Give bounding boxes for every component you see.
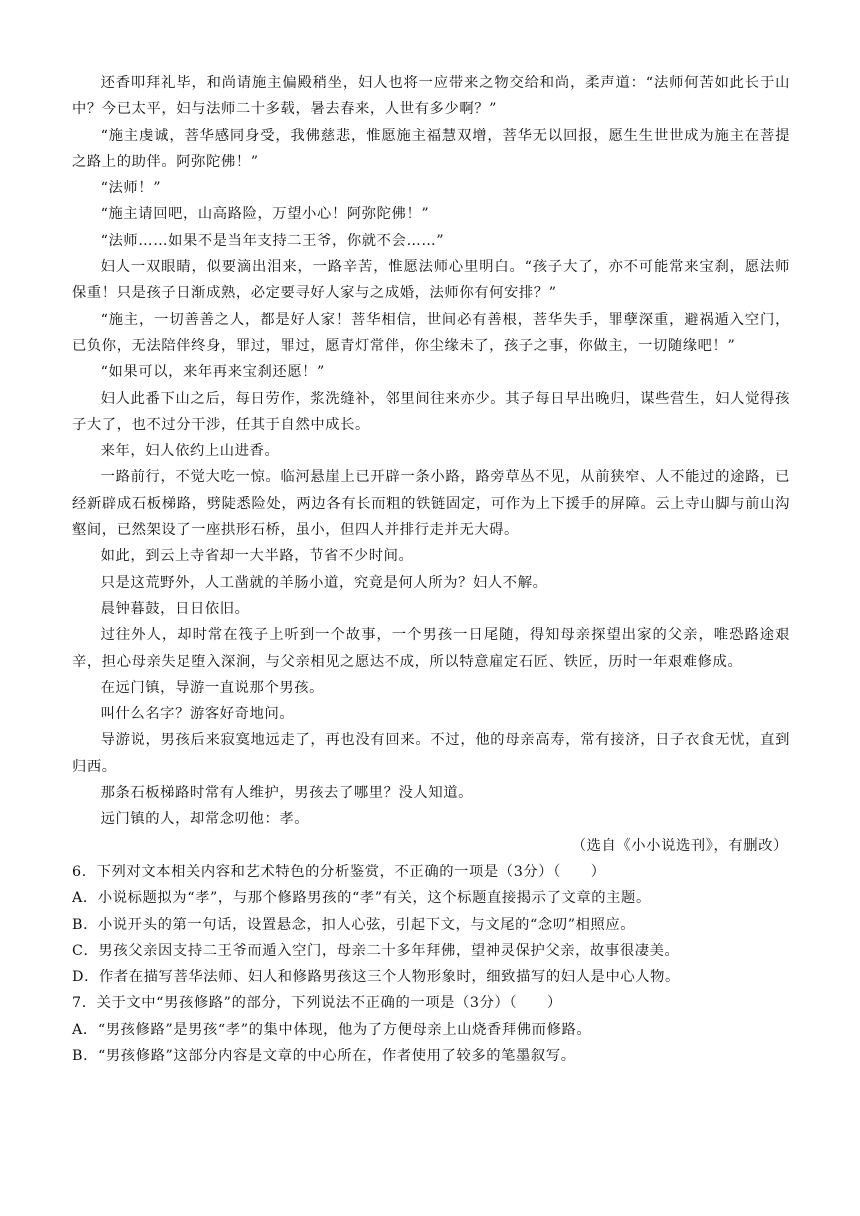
story-paragraph: 只是这荒野外，人工凿就的羊肠小道，究竟是何人所为？妇人不解。 <box>100 574 548 591</box>
story-paragraph: “法师！” <box>100 180 162 197</box>
document-body <box>72 70 790 1069</box>
story-paragraph: 来年，妇人依约上山进香。 <box>100 443 280 460</box>
story-paragraph: “施主请回吧，山高路险，万望小心！阿弥陀佛！” <box>100 206 430 223</box>
story-paragraph: “施主，一切善善之人，都是好人家！菩华相信，世间必有善根，菩华失手，罪孽深重，避祸遁入空门，已负你，无法陪伴终身，罪过，罪过，愿青灯常伴，你尘缘未了，孩子之事，你做主，一切随缘吧！” <box>72 311 790 354</box>
question-stem: 7．关于文中“男孩修路”的部分，下列说法不正确的一项是（3分）（ ） <box>72 995 562 1012</box>
story-paragraph: 叫什么名字？游客好奇地问。 <box>100 706 295 723</box>
story-paragraph: 妇人一双眼睛，似要滴出泪来，一路辛苦，惟愿法师心里明白。“孩子大了，亦不可能常来宝刹，愿法师保重！只是孩子日渐成熟，必定要寻好人家与之成婚，法师你有何安排？” <box>72 259 790 302</box>
story-paragraph: 那条石板梯路时常有人维护，男孩去了哪里？没人知道。 <box>100 785 474 802</box>
story-paragraph: 过往外人，却时常在筏子上听到一个故事，一个男孩一日尾随，得知母亲探望出家的父亲，唯恐路途艰辛，担心母亲失足堕入深涧，与父亲相见之愿达不成，所以特意雇定石匠、铁匠，历时一年艰难修成。 <box>72 627 790 670</box>
story-paragraph: 远门镇的人，却常念叨他：孝。 <box>100 811 310 828</box>
story-paragraph: 还香叩拜礼毕，和尚请施主偏殿稍坐，妇人也将一应带来之物交给和尚，柔声道：“法师何苦如此长于山中？今已太平，妇与法师二十多载，暑去春来，人世有多少啊？” <box>72 75 790 118</box>
story-paragraph: “施主虔诚，菩华感同身受，我佛慈悲，惟愿施主福慧双增，菩华无以回报，愿生生世世成为施主在菩提之路上的助伴。阿弥陀佛！” <box>72 127 790 170</box>
story-paragraph: 一路前行，不觉大吃一惊。临河悬崖上已开辟一条小路，路旁草丛不见，从前狭窄、人不能过的途路，已经新辟成石板梯路，劈陡悉险处，两边各有长而粗的铁链固定，可作为上下援手的屏障。云上寺山脚与前山沟壑间，已然架设了一座拱形石桥，虽小，但四人并排行走并无大碍。 <box>72 469 790 539</box>
answer-option-c[interactable]: C．男孩父亲因支持二王爷而遁入空门，母亲二十多年拜佛，望神灵保护父亲，故事很凄美。 <box>72 942 680 959</box>
story-paragraph: “如果可以，来年再来宝刹还愿！” <box>100 364 325 381</box>
answer-option-a[interactable]: A．小说标题拟为“孝”，与那个修路男孩的“孝”有关，这个标题直接揭示了文章的主题。 <box>72 890 651 907</box>
answer-option-d[interactable]: D．作者在描写菩华法师、妇人和修路男孩这三个人物形象时，细致描写的妇人是中心人物。 <box>72 969 680 986</box>
story-paragraph: “法师……如果不是当年支持二王爷，你就不会……” <box>100 232 445 249</box>
question-7 <box>72 990 790 1069</box>
answer-option-a[interactable]: A．“男孩修路”是男孩“孝”的集中体现，他为了方便母亲上山烧香拜佛而修路。 <box>72 1021 592 1038</box>
story-paragraph: 妇人此番下山之后，每日劳作，浆洗缝补，邻里间往来亦少。其子每日早出晚归，谋些营生，妇人觉得孩子大了，也不过分干涉，任其于自然中成长。 <box>72 390 790 433</box>
question-6 <box>72 859 790 990</box>
answer-option-b[interactable]: B．小说开头的第一句话，设置悬念，扣人心弦，引起下文，与文尾的“念叨”相照应。 <box>72 916 636 933</box>
story-paragraph: 在远门镇，导游一直说那个男孩。 <box>100 679 325 696</box>
source-citation: （选自《小小说选刊》，有删改） <box>571 837 788 854</box>
question-stem: 6．下列对文本相关内容和艺术特色的分析鉴赏，不正确的一项是（3分）（ ） <box>72 863 606 880</box>
story-text <box>72 70 790 859</box>
story-paragraph: 晨钟暮鼓，日日依旧。 <box>100 600 250 617</box>
answer-option-b[interactable]: B．“男孩修路”这部分内容是文章的中心所在，作者使用了较多的笔墨叙写。 <box>72 1047 576 1064</box>
story-paragraph: 导游说，男孩后来寂寞地远走了，再也没有回来。不过，他的母亲高寿，常有接济，日子衣食无忧，直到归西。 <box>72 732 790 775</box>
story-paragraph: 如此，到云上寺省却一大半路，节省不少时间。 <box>100 548 414 565</box>
